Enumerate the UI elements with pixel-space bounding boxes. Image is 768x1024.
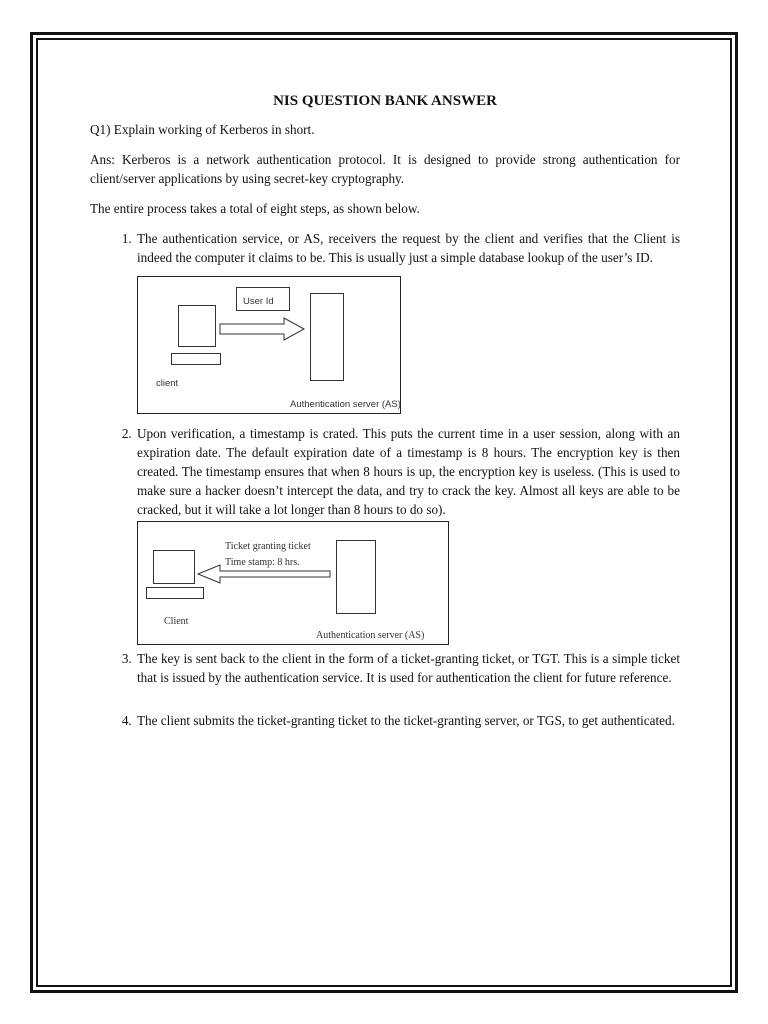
step-text-3: 3. The key is sent back to the client in the form of a ticket-granting ticket, or TGT. This is a simple ticket that is issued by the authentication service. It is used for authentication the client for future reference.	[137, 651, 680, 685]
client-monitor	[178, 305, 216, 347]
client-label: client	[156, 378, 179, 389]
client-monitor	[153, 550, 195, 584]
answer-text: Ans: Kerberos is a network authentication protocol. It is designed to provide strong authentication for client/server applications by using secret-key cryptography.	[90, 152, 680, 186]
timestamp-label: Time stamp: 8 hrs.	[225, 557, 300, 568]
tgt-arrow-icon	[196, 562, 336, 586]
client-keyboard	[171, 353, 221, 365]
user-id-label: User Id	[243, 296, 274, 307]
intro-text: The entire process takes a total of eight steps, as shown below.	[90, 201, 420, 216]
step-item-4	[135, 711, 680, 730]
figure-user-id-request	[137, 276, 401, 414]
request-arrow-icon	[218, 317, 308, 341]
step-text-1: 1. The authentication service, or AS, receivers the request by the client and verifies that the Client is indeed the computer it claims to be. This is usually just a simple database lookup of the user’s ID.	[137, 231, 680, 265]
step-item-3	[135, 649, 680, 687]
auth-server-box	[336, 540, 376, 614]
auth-server-label: Authentication server (AS)	[290, 399, 401, 410]
document-body	[90, 92, 680, 730]
figure-ticket-granting	[137, 521, 449, 645]
client-keyboard	[146, 587, 204, 599]
question-text: Q1) Explain working of Kerberos in short.	[90, 122, 315, 137]
step-text-2: 2. Upon verification, a timestamp is crated. This puts the current time in a user session, along with an expiration date. The default expiration date of a timestamp is 8 hours. The encryption key is then created. The timestamp ensures that when 8 hours is up, the encryption key is useless. (This is used to make sure a hacker doesn’t intercept the data, and try to crack the key. Almost all keys are able to be cracked, but it will take a lot longer than 8 hours to do so).	[137, 426, 680, 517]
client-label: Client	[164, 616, 189, 627]
step-item-2	[135, 424, 680, 645]
tgt-label: Ticket granting ticket	[225, 541, 311, 552]
auth-server-label: Authentication server (AS)	[316, 630, 425, 641]
step-item-1	[135, 229, 680, 414]
page-title: NIS QUESTION BANK ANSWER	[273, 93, 497, 109]
step-text-4: 4. The client submits the ticket-granting ticket to the ticket-granting server, or TGS, to get authenticated.	[137, 713, 675, 728]
steps-list	[90, 229, 680, 730]
auth-server-box	[310, 293, 344, 381]
